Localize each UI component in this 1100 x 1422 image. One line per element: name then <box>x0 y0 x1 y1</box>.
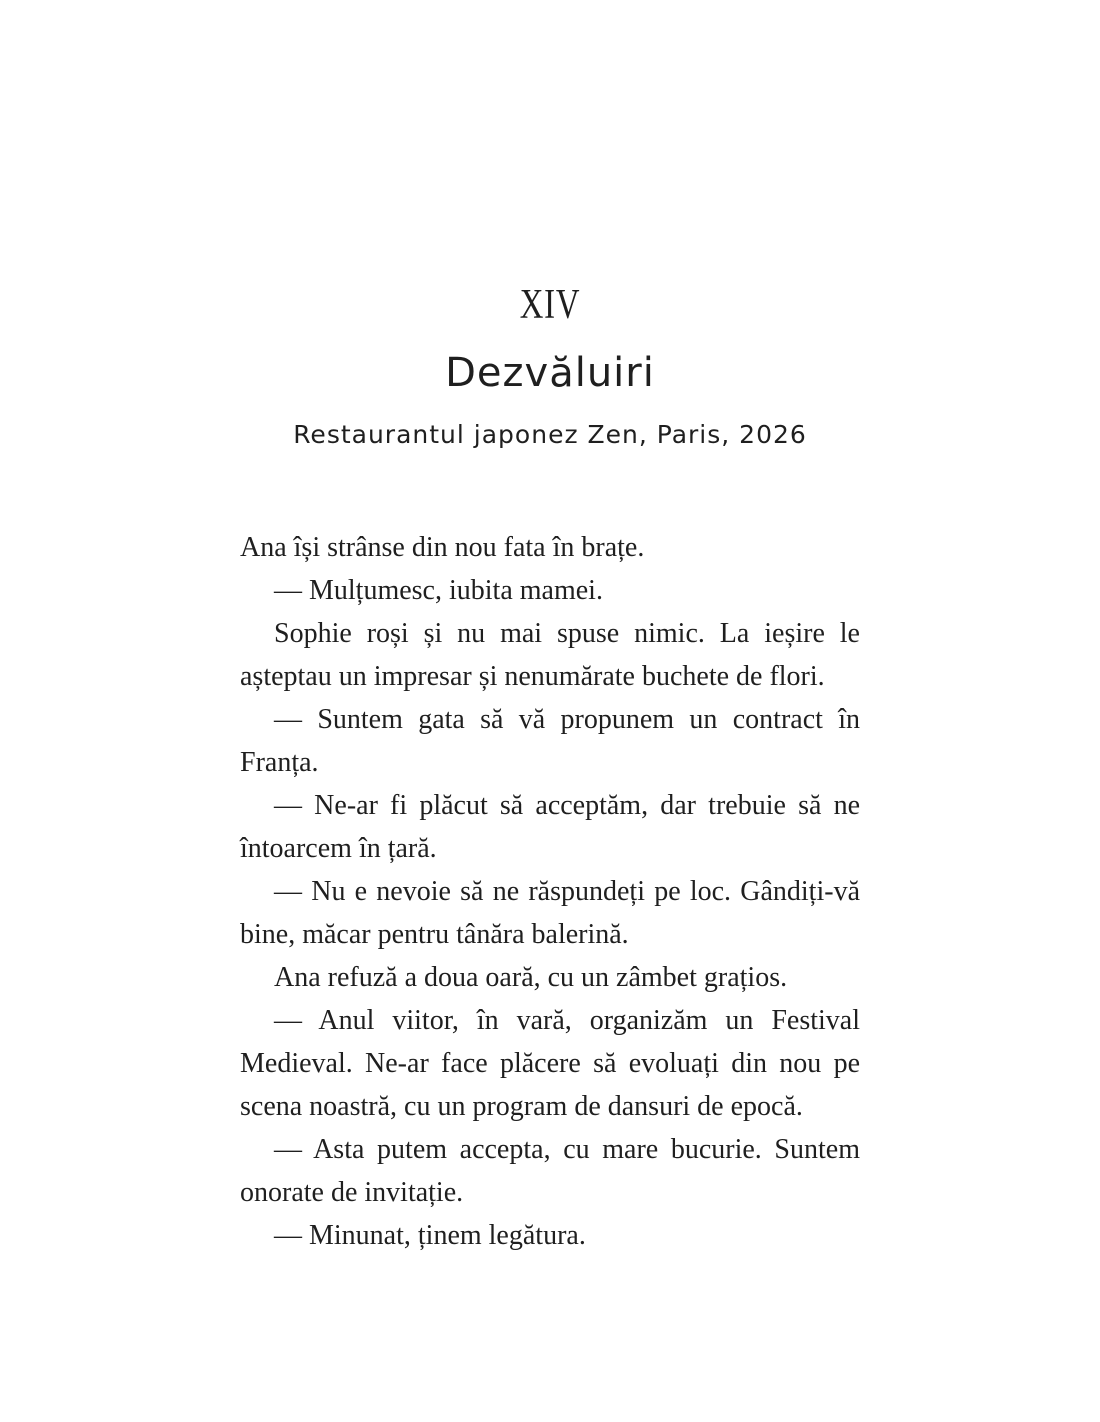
text-line: bine, măcar pentru tânăra balerină. <box>240 919 629 950</box>
text-line: — Asta putem accepta, cu mare bucurie. Suntem <box>274 1134 860 1165</box>
body-text <box>240 526 860 1257</box>
text-line: Medieval. Ne-ar face plăcere să evoluați din nou pe <box>240 1048 860 1079</box>
text-line: onorate de invitație. <box>240 1177 464 1208</box>
text-line: — Suntem gata să vă propunem un contract în <box>274 704 860 735</box>
text-line: Franța. <box>240 747 319 778</box>
text-line: așteptau un impresar și nenumărate buchete de flori. <box>240 661 825 692</box>
text-line: — Ne-ar fi plăcut să acceptăm, dar trebuie să ne <box>274 790 860 821</box>
text-line: — Anul viitor, în vară, organizăm un Festival <box>274 1005 860 1036</box>
text-line: întoarcem în țară. <box>240 833 437 864</box>
text-line: — Nu e nevoie să ne răspundeți pe loc. Gândiți-vă <box>274 876 860 907</box>
text-line: Sophie roși și nu mai spuse nimic. La ieșire le <box>274 618 860 649</box>
chapter-number: XIV <box>519 282 581 328</box>
text-line: Ana își strânse din nou fata în brațe. <box>240 532 645 563</box>
chapter-subtitle: Restaurantul japonez Zen, Paris, 2026 <box>293 420 807 449</box>
text-line: — Minunat, ținem legătura. <box>274 1220 586 1251</box>
text-line: scena noastră, cu un program de dansuri de epocă. <box>240 1091 803 1122</box>
chapter-title: Dezvăluiri <box>445 350 655 396</box>
text-line: Ana refuză a doua oară, cu un zâmbet grațios. <box>274 962 788 993</box>
text-line: — Mulțumesc, iubita mamei. <box>274 575 603 606</box>
